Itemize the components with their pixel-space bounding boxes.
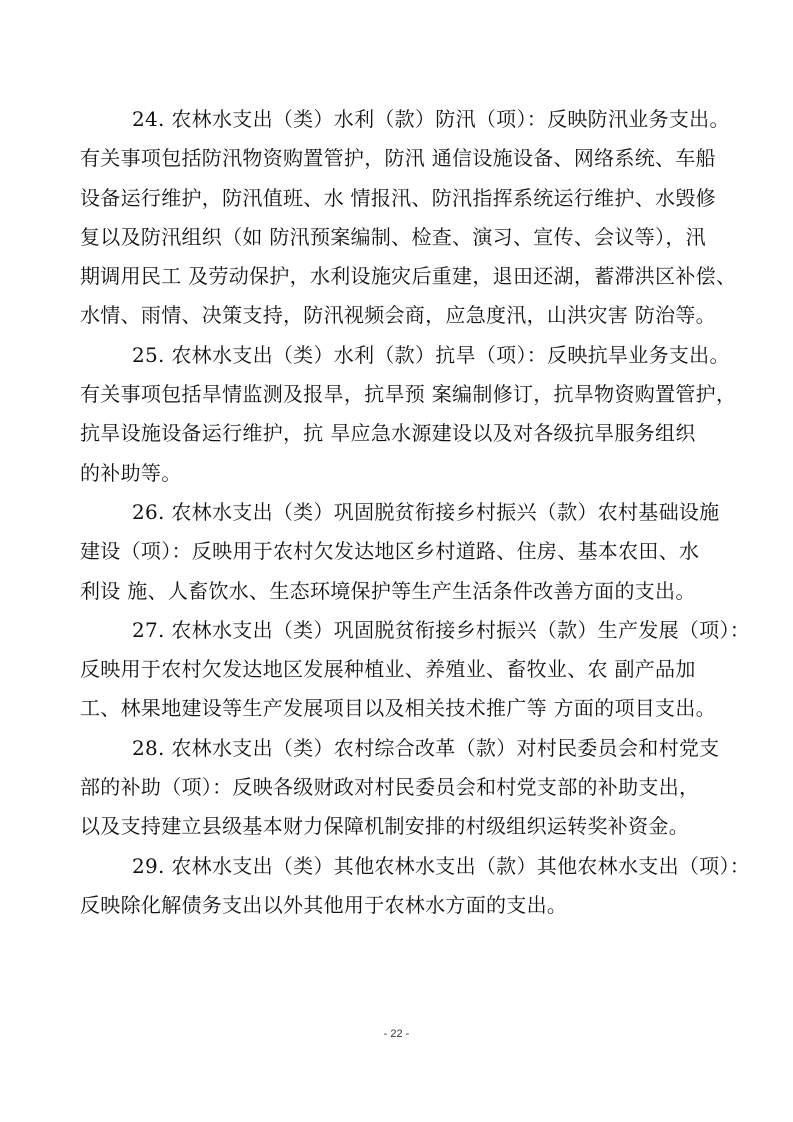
paragraph-line: 有关事项包括防汛物资购置管护，防汛 通信设施设备、网络系统、车船 (80, 146, 716, 171)
paragraph-line: 29. 农林水支出（类）其他农林水支出（款）其他农林水支出（项）： (132, 853, 751, 878)
paragraph-line: 25. 农林水支出（类）水利（款）抗旱（项）：反映抗旱业务支出。 (132, 342, 730, 367)
paragraph-line: 期调用民工 及劳动保护，水利设施灾后重建，退田还湖，蓄滞洪区补偿、 (80, 264, 737, 289)
paragraph-line: 抗旱设施设备运行维护，抗 旱应急水源建设以及对各级抗旱服务组织 (80, 421, 696, 446)
paragraph-line: 水情、雨情、决策支持，防汛视频会商，应急度汛，山洪灾害 防治等。 (80, 303, 716, 328)
paragraph-line: 复以及防汛组织（如 防汛预案编制、检查、演习、宣传、会议等），汛 (80, 224, 706, 249)
paragraph-line: 部的补助（项）：反映各级财政对村民委员会和村党支部的补助支出， (80, 775, 700, 800)
paragraph-24 (80, 100, 740, 336)
paragraph-line: 的补助等。 (80, 460, 182, 485)
paragraph-29 (80, 847, 751, 926)
paragraph-line: 工、林果地建设等生产发展项目以及相关技术推广等 方面的项目支出。 (80, 696, 716, 721)
paragraph-line: 设备运行维护，防汛值班、水 情报汛、防汛指挥系统运行维护、水毁修 (80, 185, 716, 210)
paragraph-27 (80, 611, 751, 729)
document-body (80, 100, 751, 925)
paragraph-line: 利设 施、人畜饮水、生态环境保护等生产生活条件改善方面的支出。 (80, 578, 696, 603)
paragraph-line: 以及支持建立县级基本财力保障机制安排的村级组织运转奖补资金。 (80, 814, 689, 839)
paragraph-line: 建设（项）：反映用于农村欠发达地区乡村道路、住房、基本农田、水 (80, 539, 700, 564)
page-number: - 22 - (383, 1028, 410, 1040)
paragraph-line: 有关事项包括旱情监测及报旱，抗旱预 案编制修订，抗旱物资购置管护， (80, 382, 737, 407)
paragraph-line: 27. 农林水支出（类）巩固脱贫衔接乡村振兴（款）生产发展（项）： (132, 617, 751, 642)
paragraph-line: 28. 农林水支出（类）农村综合改革（款）对村民委员会和村党支 (132, 735, 720, 760)
paragraph-25 (80, 336, 740, 493)
paragraph-line: 反映用于农村欠发达地区发展种植业、养殖业、畜牧业、农 副产品加 (80, 657, 696, 682)
paragraph-26 (80, 493, 740, 611)
paragraph-line: 24. 农林水支出（类）水利（款）防汛（项）：反映防汛业务支出。 (132, 107, 730, 131)
paragraph-line: 26. 农林水支出（类）巩固脱贫衔接乡村振兴（款）农村基础设施 (132, 499, 720, 524)
paragraph-28 (80, 729, 740, 847)
paragraph-line: 反映除化解债务支出以外其他用于农林水方面的支出。 (80, 892, 568, 917)
